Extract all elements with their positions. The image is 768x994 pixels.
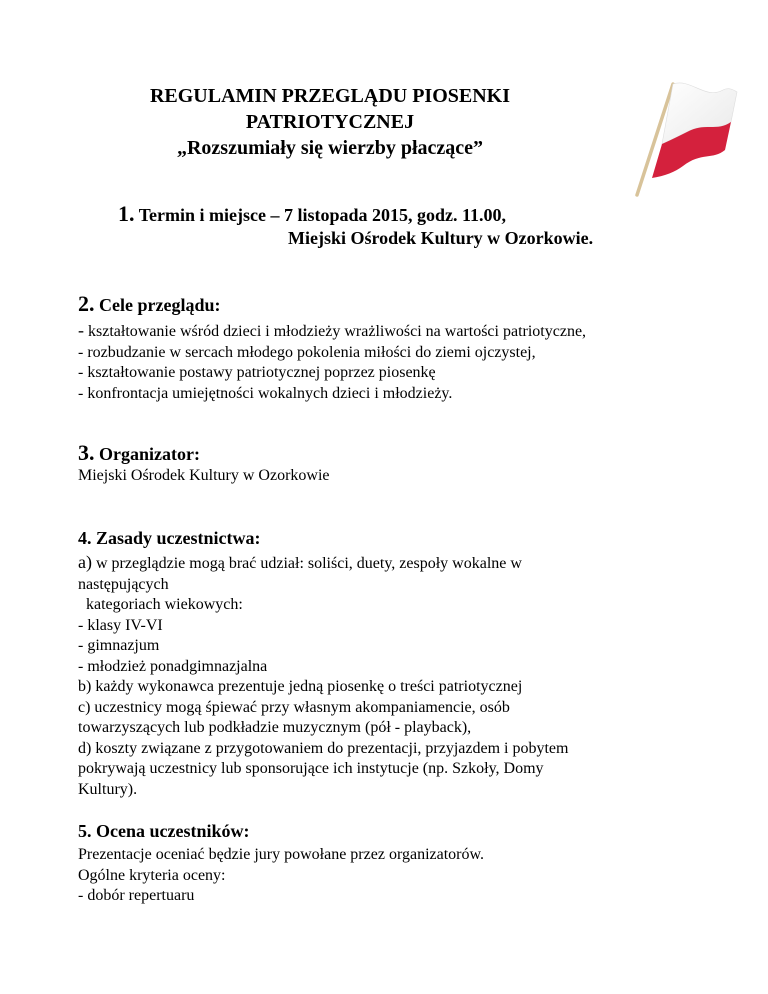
- section-2-dash: -: [78, 320, 84, 340]
- section-5-heading: 5. Ocena uczestników:: [78, 821, 250, 841]
- section-5-body: [78, 845, 698, 907]
- section-4-line: następujących: [78, 575, 169, 593]
- section-2-item: - konfrontacja umiejętności wokalnych dzieci i młodzieży.: [78, 384, 453, 402]
- section-3-heading: [78, 441, 200, 466]
- section-4-line: Kultury).: [78, 780, 138, 798]
- section-1-line-2: Miejski Ośrodek Kultury w Ozorkowie.: [288, 228, 594, 248]
- section-4-line: b) każdy wykonawca prezentuje jedną piosenkę o treści patriotycznej: [78, 678, 523, 695]
- section-3-title: Organizator:: [99, 444, 200, 464]
- section-2-item: - kształtowanie postawy patriotycznej poprzez piosenkę: [78, 364, 436, 381]
- section-4-heading: 4. Zasady uczestnictwa:: [78, 528, 261, 548]
- section-1-number: 1.: [118, 201, 135, 226]
- section-3-number: 3.: [78, 440, 95, 465]
- section-4-line: towarzyszących lub podkładzie muzycznym (pół - playback),: [78, 719, 472, 736]
- section-5-line: Prezentacje oceniać będzie jury powołane przez organizatorów.: [78, 846, 485, 863]
- section-2-number: 2.: [78, 291, 95, 316]
- section-4-line: a) w przeglądzie mogą brać udział: soliści, duety, zespoły wokalne w: [78, 552, 522, 572]
- flag-red-stripe: [652, 122, 731, 178]
- title-line-1: REGULAMIN PRZEGLĄDU PIOSENKI: [149, 85, 511, 107]
- section-2-item: - rozbudzanie w sercach młodego pokolenia miłości do ziemi ojczystej,: [78, 343, 536, 361]
- section-4-line: - gimnazjum: [78, 637, 160, 654]
- section-1-line-1: Termin i miejsce – 7 listopada 2015, godz. 11.00,: [138, 205, 507, 225]
- polish-flag-image: [625, 70, 740, 200]
- section-4-line: kategoriach wiekowych:: [78, 596, 243, 613]
- section-4-line: d) koszty związane z przygotowaniem do prezentacji, przyjazdem i pobytem: [78, 739, 569, 757]
- section-2-title: Cele przeglądu:: [99, 295, 221, 315]
- section-2-list: [78, 320, 698, 404]
- section-5-line: Ogólne kryteria oceny:: [78, 866, 226, 884]
- section-4-line: c) uczestnicy mogą śpiewać przy własnym akompaniamencie, osób: [78, 698, 510, 716]
- section-4-line: pokrywają uczestnicy lub sponsorujące ich instytucje (np. Szkoły, Domy: [78, 760, 544, 777]
- section-4-a-letter: a): [78, 552, 92, 572]
- section-4-body: [78, 552, 698, 800]
- section-1-heading: [118, 202, 506, 227]
- section-4-line: - młodzież ponadgimnazjalna: [78, 657, 268, 675]
- section-4-line: - klasy IV-VI: [78, 616, 163, 634]
- section-2-item: - kształtowanie wśród dzieci i młodzieży wrażliwości na wartości patriotyczne,: [78, 320, 587, 340]
- title-line-3: „Rozszumiały się wierzby płaczące”: [176, 137, 484, 159]
- document-title: [100, 83, 560, 161]
- section-3-text: Miejski Ośrodek Kultury w Ozorkowie: [78, 467, 330, 484]
- title-line-2: PATRIOTYCZNEJ: [245, 111, 415, 133]
- section-5-line: - dobór repertuaru: [78, 887, 195, 904]
- section-2-heading: [78, 292, 220, 317]
